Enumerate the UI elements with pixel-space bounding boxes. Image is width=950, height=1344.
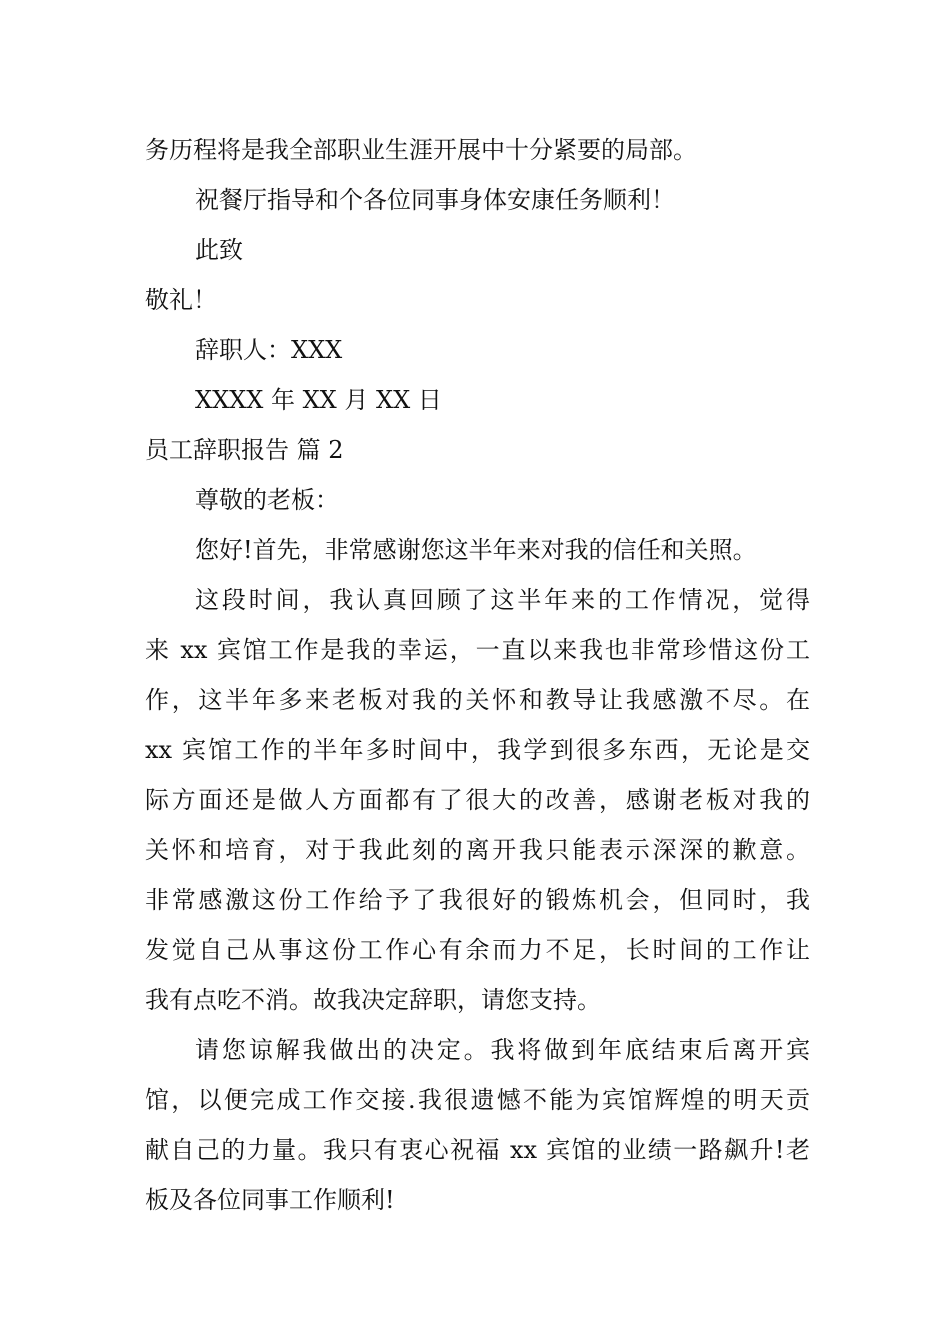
closing-salutation: 此致: [195, 236, 243, 264]
paragraph-3-line: 板及各位同事工作顺利!: [145, 1186, 395, 1214]
section-title: 员工辞职报告 篇 2: [145, 436, 344, 464]
paragraph-3-line: 馆，以便完成工作交接.我很遗憾不能为宾馆辉煌的明天贡: [145, 1086, 810, 1114]
paragraph-2-line: 作，这半年多来老板对我的关怀和教导让我感激不尽。在: [145, 686, 810, 714]
paragraph-2-line: 关怀和培育，对于我此刻的离开我只能表示深深的歉意。: [145, 836, 810, 864]
paragraph-2-line: 际方面还是做人方面都有了很大的改善，感谢老板对我的: [145, 786, 810, 814]
paragraph-2-line: xx 宾馆工作的半年多时间中，我学到很多东西，无论是交: [145, 736, 810, 764]
paragraph-2-line: 来 xx 宾馆工作是我的幸运，一直以来我也非常珍惜这份工: [145, 636, 810, 664]
paragraph-2-line: 这段时间，我认真回顾了这半年来的工作情况，觉得: [195, 586, 810, 614]
paragraph-2-line: 发觉自己从事这份工作心有余而力不足，长时间的工作让: [145, 936, 810, 964]
signer-line: 辞职人：XXX: [195, 336, 343, 364]
paragraph-3-line: 请您谅解我做出的决定。我将做到年底结束后离开宾: [195, 1036, 810, 1064]
paragraph-2-line: 我有点吃不消。故我决定辞职，请您支持。: [145, 986, 601, 1014]
paragraph-3-line: 献自己的力量。我只有衷心祝福 xx 宾馆的业绩一路飙升!老: [145, 1136, 810, 1164]
continuation-line: 务历程将是我全部职业生涯开展中十分紧要的局部。: [145, 136, 697, 164]
paragraph-1: 您好!首先，非常感谢您这半年来对我的信任和关照。: [195, 536, 757, 564]
greeting-line: 尊敬的老板：: [195, 486, 339, 514]
closing-wish: 祝餐厅指导和个各位同事身体安康任务顺利！: [195, 186, 675, 214]
paragraph-2-line: 非常感激这份工作给予了我很好的锻炼机会，但同时，我: [145, 886, 810, 914]
date-line: XXXX 年 XX 月 XX 日: [195, 386, 442, 414]
letter-body: [145, 125, 810, 1225]
closing-respect: 敬礼！: [145, 286, 217, 314]
